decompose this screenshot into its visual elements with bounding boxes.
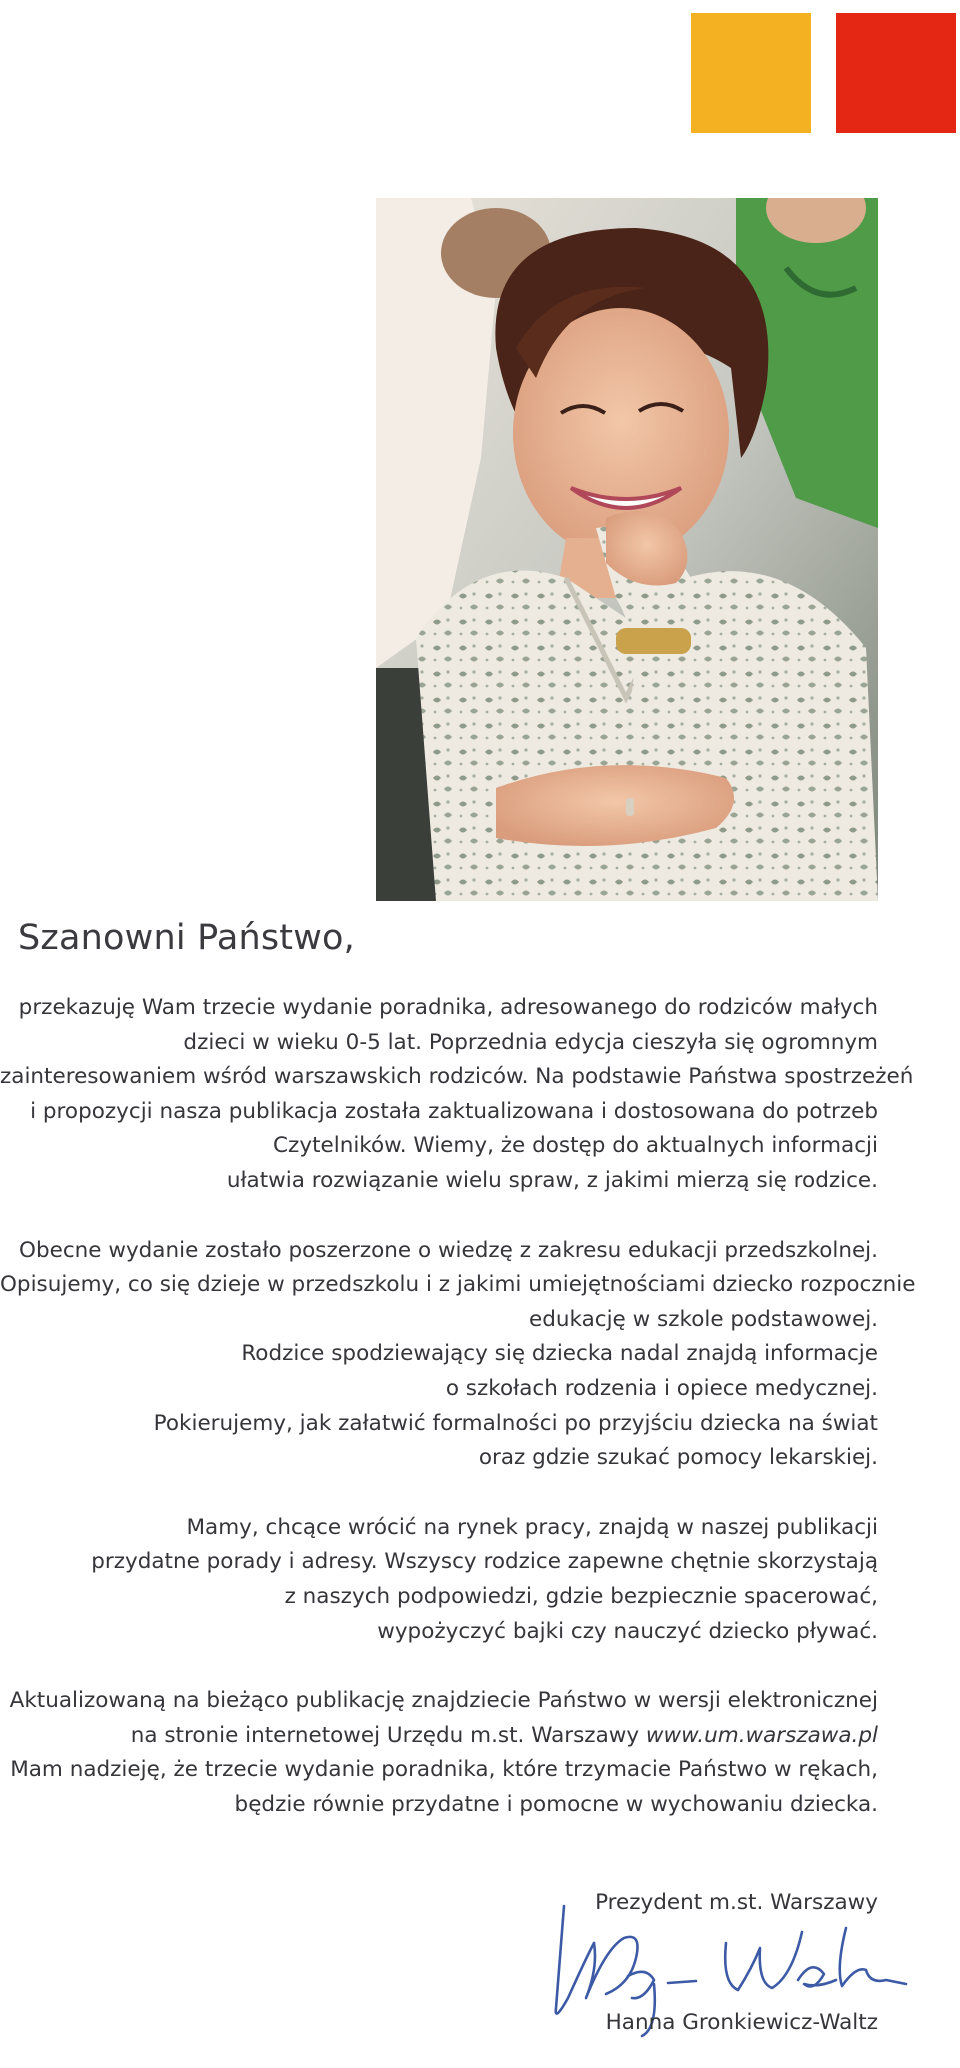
letter-paragraph-mothers [0, 1511, 878, 1649]
text-line: zainteresowaniem wśród warszawskich rodziców. Na podstawie Państwa spostrzeżeń [0, 1064, 914, 1090]
decorative-red-square [836, 13, 956, 133]
signature-block [546, 1878, 916, 2068]
text-line: Pokierujemy, jak załatwić formalności po przyjściu dziecka na świat [153, 1410, 878, 1436]
letter-body [0, 991, 916, 1822]
text-line: Obecne wydanie zostało poszerzone o wiedzę z zakresu edukacji przedszkolnej. [19, 1237, 878, 1263]
letter-paragraph-edition [0, 1234, 916, 1476]
letter-paragraph-intro [0, 991, 914, 1199]
signatory-title: Prezydent m.st. Warszawy [595, 1890, 878, 1915]
url-prefix-text: na stronie internetowej Urzędu m.st. Warszawy [130, 1722, 646, 1748]
text-line: będzie równie przydatne i pomocne w wychowaniu dziecka. [234, 1791, 878, 1817]
text-line: Aktualizowaną na bieżąco publikację znajdziecie Państwo w wersji elektronicznej [9, 1688, 878, 1714]
signatory-name: Hanna Gronkiewicz-Waltz [605, 2010, 878, 2035]
greeting-heading: Szanowni Państwo, [18, 918, 355, 958]
portrait-photo [376, 198, 878, 901]
text-line: dzieci w wieku 0-5 lat. Poprzednia edycja cieszyła się ogromnym [183, 1029, 878, 1055]
text-line: przydatne porady i adresy. Wszyscy rodzice zapewne chętnie skorzystają [91, 1549, 878, 1575]
text-line: ułatwia rozwiązanie wielu spraw, z jakimi mierzą się rodzice. [226, 1167, 878, 1193]
text-line: Rodzice spodziewający się dziecka nadal znajdą informacje [241, 1341, 878, 1367]
text-line-with-url [0, 1719, 878, 1754]
text-line: Mam nadzieję, że trzecie wydanie poradnika, które trzymacie Państwo w rękach, [10, 1757, 878, 1783]
text-line: oraz gdzie szukać pomocy lekarskiej. [478, 1445, 878, 1471]
text-line: Mamy, chcące wrócić na rynek pracy, znajdą w naszej publikacji [186, 1514, 878, 1540]
text-line: Czytelników. Wiemy, że dostęp do aktualnych informacji [273, 1133, 878, 1159]
text-line: Opisujemy, co się dzieje w przedszkolu i z jakimi umiejętnościami dziecko rozpocznie [0, 1272, 916, 1298]
letter-paragraph-online [0, 1684, 878, 1822]
text-line: edukację w szkole podstawowej. [529, 1306, 878, 1332]
text-line: o szkołach rodzenia i opiece medycznej. [445, 1375, 878, 1401]
website-link[interactable]: www.um.warszawa.pl [645, 1722, 878, 1748]
text-line: z naszych podpowiedzi, gdzie bezpiecznie spacerować, [284, 1583, 878, 1609]
text-line: wypożyczyć bajki czy nauczyć dziecko pływać. [377, 1618, 878, 1644]
text-line: przekazuję Wam trzecie wydanie poradnika, adresowanego do rodziców małych [18, 995, 878, 1020]
decorative-yellow-square [691, 13, 811, 133]
text-line: i propozycji nasza publikacja została zaktualizowana i dostosowana do potrzeb [30, 1098, 878, 1124]
